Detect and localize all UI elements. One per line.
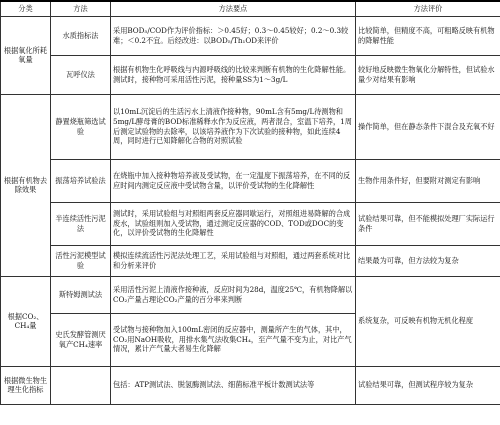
evaluation-cell: 生物作用条件好，但要附对测定有影响 bbox=[356, 159, 500, 202]
table-header-row bbox=[1, 1, 500, 16]
evaluation-cell: 试验结果可靠，但测试程序较为复杂 bbox=[356, 366, 500, 404]
method-cell: 振荡培养试验法 bbox=[51, 159, 111, 202]
points-cell: 包括：ATP测试法、脱氢酶测试法、细菌标准平板计数测试法等 bbox=[111, 366, 356, 404]
evaluation-cell: 比较简单，但精度不高，可粗略反映有机物的降解性能 bbox=[356, 16, 500, 55]
points-cell: 在烧瓶中加入接种物培养液及受试物，在一定温度下振荡培养，在不同的反应时间内测定反应液中受试物含量，以评价受试物的生化降解性 bbox=[111, 159, 356, 202]
table-row bbox=[1, 159, 500, 202]
table-row bbox=[1, 16, 500, 55]
points-cell: 受试物与接种物加入100mL密闭的反应器中，测量所产生的气体，其中，CO₂用NaOH吸收，用排水集气法收集CH₄，至产气量不变为止，对比产气情况，累计产气量大者易生化降解 bbox=[111, 313, 356, 366]
table-row bbox=[1, 366, 500, 404]
evaluation-cell: 系统复杂，可反映有机物无机化程度 bbox=[356, 276, 500, 366]
header-evaluation: 方法评价 bbox=[356, 1, 500, 16]
evaluation-cell: 试验结果可靠，但不能模拟处理厂实际运行条件 bbox=[356, 202, 500, 245]
header-key-points: 方法要点 bbox=[111, 1, 356, 16]
method-cell: 静置烧瓶筛选试验 bbox=[51, 94, 111, 159]
table-row bbox=[1, 202, 500, 245]
category-cell: 根据CO₂、CH₄量 bbox=[1, 276, 51, 366]
method-cell: 斯特姆测试法 bbox=[51, 276, 111, 313]
points-cell: 模拟连续流活性污泥法处理工艺，采用试验组与对照组，通过两套系统对比和分析来评价 bbox=[111, 245, 356, 276]
method-cell: 瓦呼仪法 bbox=[51, 55, 111, 94]
evaluation-cell: 操作简单，但在静态条件下混合及充氧不好 bbox=[356, 94, 500, 159]
points-cell: 根据有机物生化呼吸线与内源呼吸线的比较来判断有机物的生化降解性能。测试时，接种物可采用活性污泥，接种量SS为1～3g/L bbox=[111, 55, 356, 94]
points-cell: 采用活性污泥上清液作接种液，反应时间为28d，温度25℃，有机物降解以CO₂产量占理论CO₂产量的百分率来判断 bbox=[111, 276, 356, 313]
method-cell: 半连续活性污泥法 bbox=[51, 202, 111, 245]
method-cell bbox=[51, 366, 111, 404]
points-cell: 测试时，采用试验组与对照组两套反应器同歇运行，对照组进易降解的合成废水，试验组则加入受试物，通过测定反应器的COD、TOD或DOC的变化，以评价受试物的生化降解性 bbox=[111, 202, 356, 245]
category-cell: 根据微生物生理生化指标 bbox=[1, 366, 51, 404]
evaluation-cell: 较好地反映微生物氧化分解特性，但试验水量少对结果有影响 bbox=[356, 55, 500, 94]
method-cell: 活性污泥模型试验 bbox=[51, 245, 111, 276]
header-method: 方法 bbox=[51, 1, 111, 16]
category-cell: 根据有机物去除效果 bbox=[1, 94, 51, 276]
method-cell: 水质指标法 bbox=[51, 16, 111, 55]
evaluation-cell: 结果最为可靠，但方法较为复杂 bbox=[356, 245, 500, 276]
table-row bbox=[1, 94, 500, 159]
table-row bbox=[1, 245, 500, 276]
category-cell: 根据氧化所耗氧量 bbox=[1, 16, 51, 94]
method-cell: 史氏发酵管测厌氧产CH₄速率 bbox=[51, 313, 111, 366]
points-cell: 以10mL沉淀后的生活污水上清液作接种物，90mL含有5mg/L待测物和5mg/L酵母膏的BOD标准稀释水作为反应液，两者混合，室温下培养，1周后测定试验物的去除率，以该培养液作为下次试验的接种物，如此连续4周，同时进行已知降解化合物的对照试验 bbox=[111, 94, 356, 159]
points-cell: 采用BOD₅/COD作为评价指标：＞0.45好；0.3～0.45较好；0.2～0.3较难；＜0.2不宜。后经改进：以BOD₅/Th₁OD来评价 bbox=[111, 16, 356, 55]
header-category: 分类 bbox=[1, 1, 51, 16]
table-row bbox=[1, 55, 500, 94]
table-row bbox=[1, 276, 500, 313]
